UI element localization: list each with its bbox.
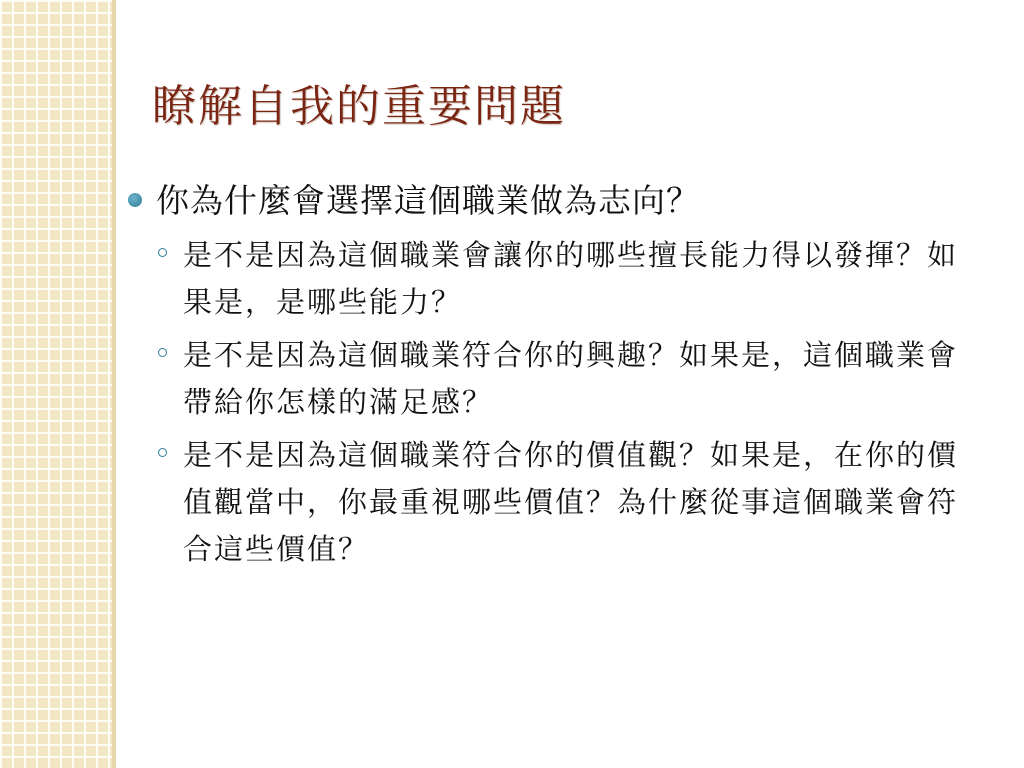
bullet-ring-icon [158, 248, 167, 257]
bullet-main-text: 你為什麼會選擇這個職業做為志向？ [156, 181, 700, 220]
sub-bullet-text-interests: 是不是因為這個職業符合你的興趣？如果是，這個職業會帶給你怎樣的滿足感？ [183, 338, 959, 419]
bullet-item-main [128, 180, 998, 222]
bullet-ring-icon [158, 348, 167, 357]
sub-bullet-item-values [158, 432, 998, 573]
bullet-ring-icon [158, 448, 167, 457]
slide-title: 瞭解自我的重要問題 [152, 81, 566, 132]
sub-bullet-item-strengths [158, 232, 998, 326]
sub-bullet-text-values: 是不是因為這個職業符合你的價值觀？如果是，在你的價值觀當中，你最重視哪些價值？為什麼從事這個職業會符合這些價值？ [183, 438, 959, 566]
sub-bullet-text-strengths: 是不是因為這個職業會讓你的哪些擅長能力得以發揮？如果是，是哪些能力？ [183, 238, 959, 319]
decorative-side-band [0, 0, 112, 768]
side-band-edge [112, 0, 116, 768]
bullet-dot-icon [128, 193, 142, 207]
sub-bullet-item-interests [158, 332, 998, 426]
slide-content [128, 180, 998, 579]
